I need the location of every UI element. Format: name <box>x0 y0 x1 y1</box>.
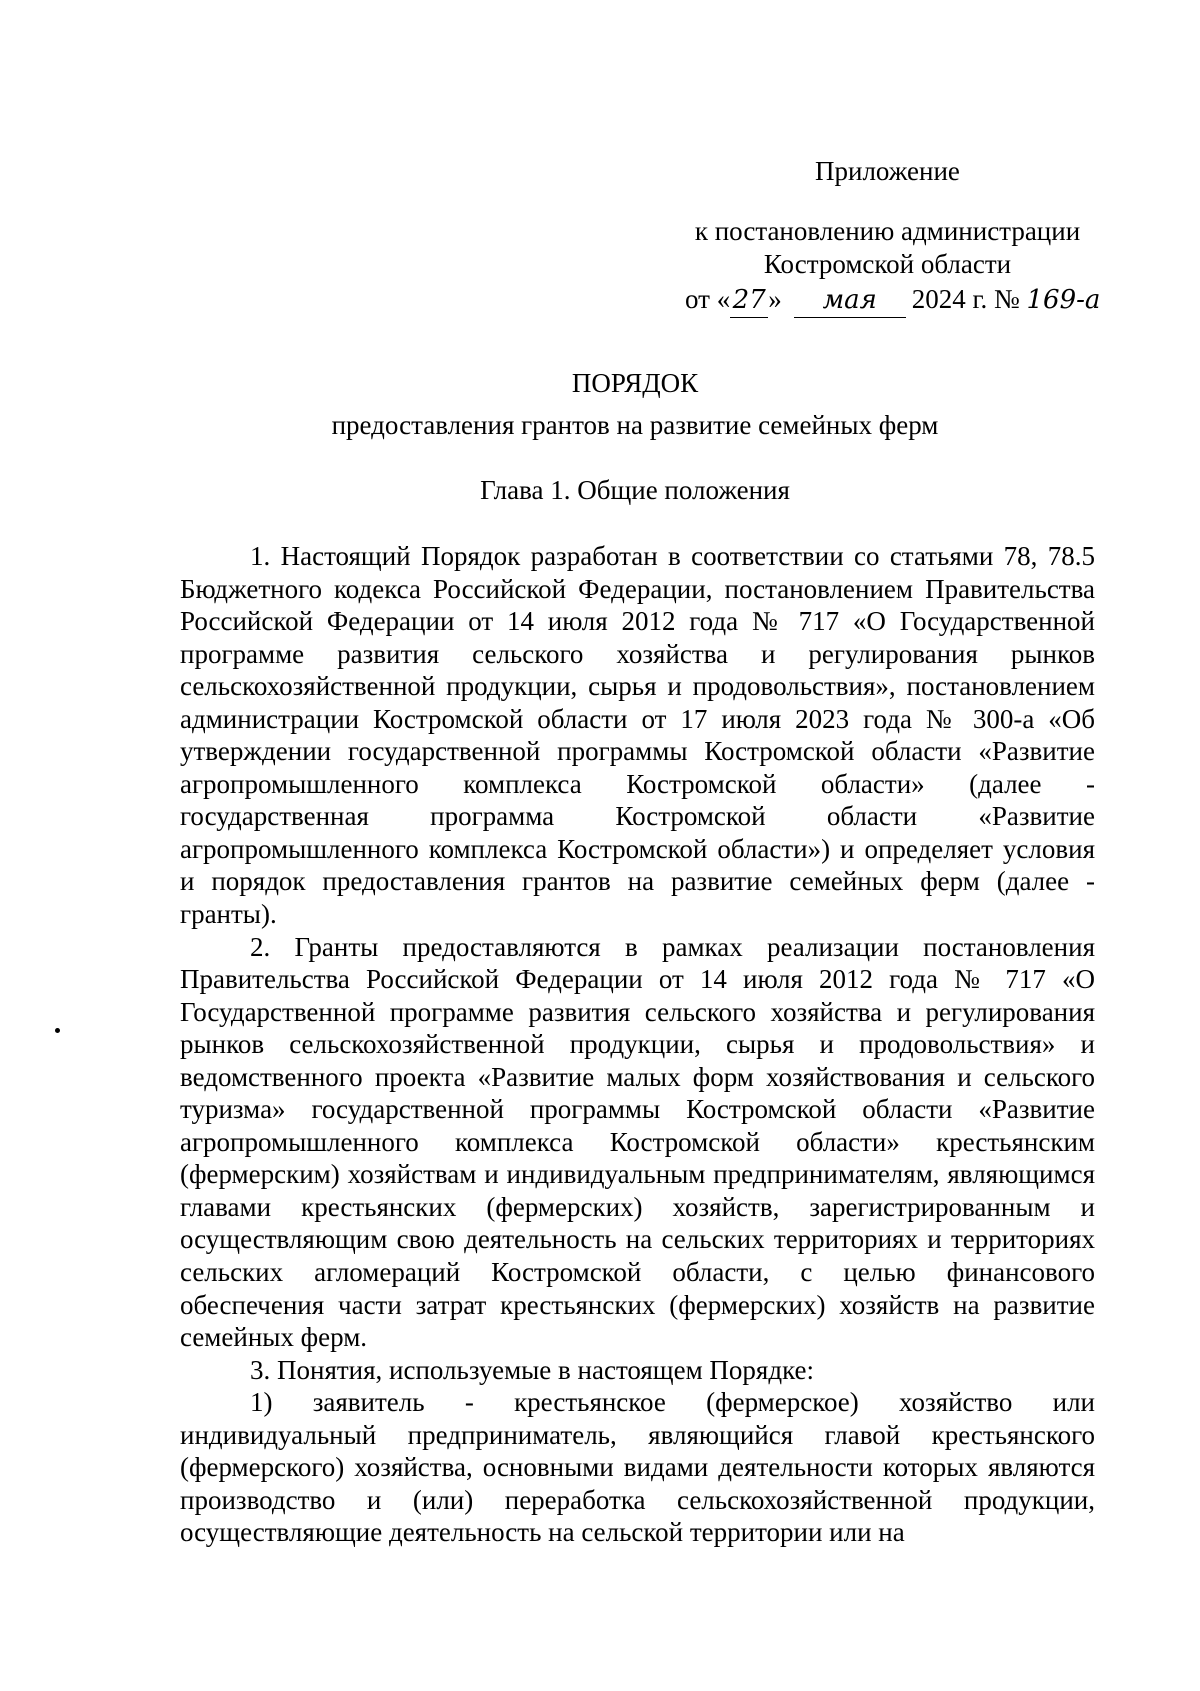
document-body <box>180 540 1095 1549</box>
paragraph-1: 1. Настоящий Порядок разработан в соответствии со статьями 78, 78.5 Бюджетного кодекса Российской Федерации, постановлением Правительства Российской Федерации от 14 июля 2012 года № 717 «О Государственной программе развития сельского хозяйства и регулирования рынков сельскохозяйственной продукции, сырья и продовольствия», постановлением администрации Костромской области от 17 июля 2023 года № 300-а «Об утверждении государственной программы Костромской области «Развитие агропромышленного комплекса Костромской области» (далее - государственная программа Костромской области «Развитие агропромышленного комплекса Костромской области») и определяет условия и порядок предоставления грантов на развитие семейных ферм (далее - гранты). <box>180 541 1095 930</box>
resolution-date-line <box>685 283 1112 318</box>
appendix-reference-line2: Костромской области <box>763 249 1012 279</box>
date-prefix: от « <box>685 284 731 314</box>
paragraph-4: 1) заявитель - крестьянское (фермерское) хозяйство или индивидуальный предприниматель, являющийся главой крестьянского (фермерского) хозяйства, основными видами деятельности которых являются производство и (или) переработка сельскохозяйственной продукции, осуществляющие деятельность на сельской территории или на <box>180 1387 1095 1548</box>
appendix-reference <box>680 215 1095 281</box>
document-title: ПОРЯДОК <box>571 368 699 398</box>
appendix-heading: Приложение <box>815 156 960 186</box>
handwritten-day: 27 <box>730 284 768 318</box>
scan-speck <box>55 1028 60 1033</box>
date-mid: » <box>768 284 782 314</box>
paragraph-3: 3. Понятия, используемые в настоящем Порядке: <box>250 1354 814 1385</box>
chapter-heading: Глава 1. Общие положения <box>480 475 790 505</box>
document-subtitle: предоставления грантов на развитие семейных ферм <box>331 410 939 440</box>
handwritten-month: мая <box>794 284 906 318</box>
date-year: 2024 г. № <box>911 284 1020 314</box>
appendix-reference-line1: к постановлению администрации <box>694 216 1081 246</box>
handwritten-number: 169-а <box>1026 285 1101 315</box>
paragraph-2: 2. Гранты предоставляются в рамках реализации постановления Правительства Российской Федерации от 14 июля 2012 года № 717 «О Государственной программе развития сельского хозяйства и регулирования рынков сельскохозяйственной продукции, сырья и продовольствия» и ведомственного проекта «Развитие малых форм хозяйствования и сельского туризма» государственной программы Костромской области «Развитие агропромышленного комплекса Костромской области» крестьянским (фермерским) хозяйствам и индивидуальным предпринимателям, являющимся главами крестьянских (фермерских) хозяйств, зарегистрированным и осуществляющим свою деятельность на сельских территориях и территориях сельских агломераций Костромской области, с целью финансового обеспечения части затрат крестьянских (фермерских) хозяйств на развитие семейных ферм. <box>180 931 1095 1353</box>
